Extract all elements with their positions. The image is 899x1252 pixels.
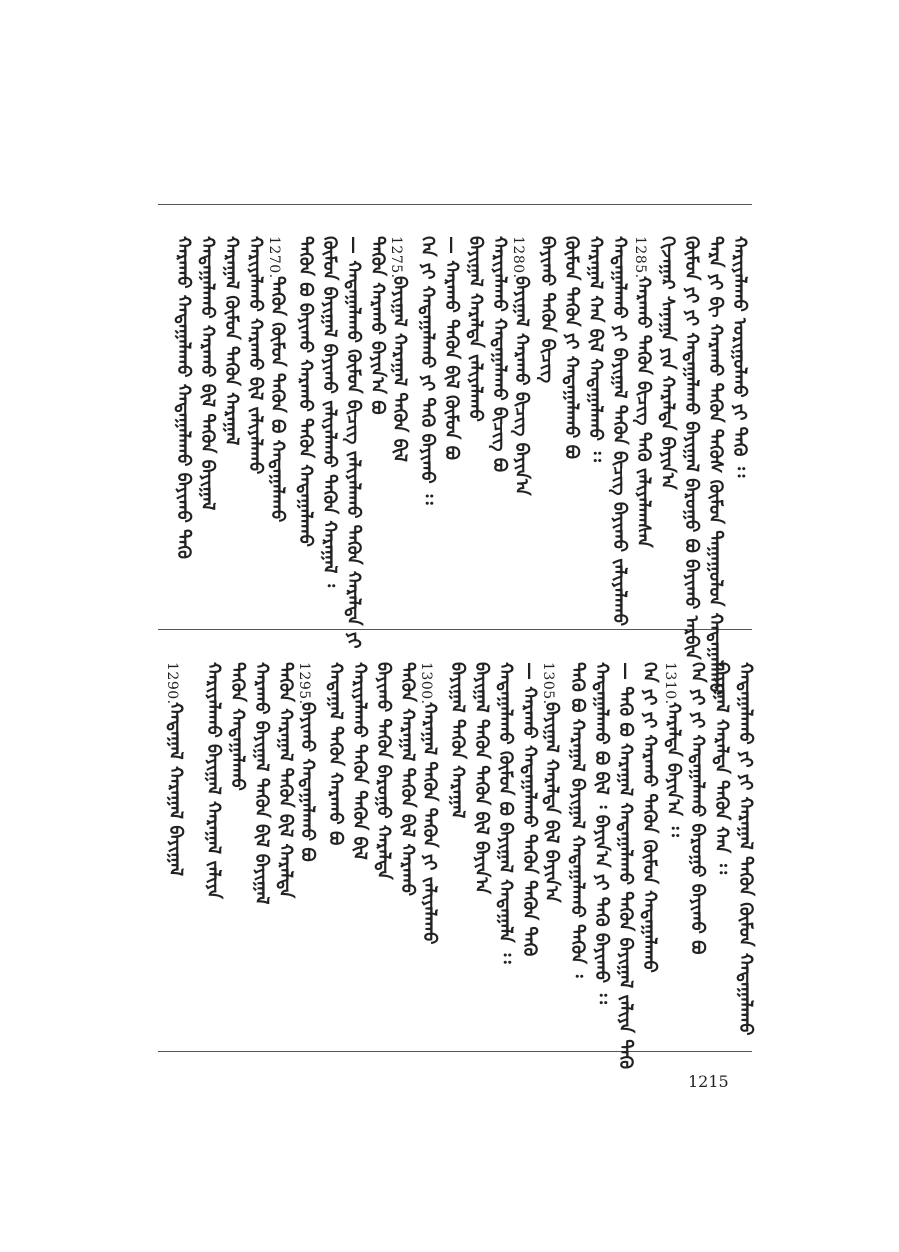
line-number-marker: 1295. [296,662,312,705]
line-number-marker: 1305. [540,662,556,705]
line-number-marker: 1300. [418,662,434,705]
line-number-marker: 1310. [662,662,678,705]
upper-text-block: 1285. 1280. 1275. 1270. ᠬᠠᠷᠢᠶᠠᠯᠠᠬᠤ ᠣᠷᠢᠭᠤᠯᠬᠤ ᠶᠢ ᠲᠡᠬᠦ ᠄᠄ ᠲᠡᠷᠡ ᠶᠢ ᠪᠢ ᠬᠠᠷᠠᠬᠤ ᠲᠡᠭᠦᠨ ᠲᠡᠭᠦᠰ ᠬᠦᠮᠦᠨ ᠳᠠᠭᠠᠭᠤᠯᠤᠨ ᠬᠠᠳᠠᠭᠠᠯᠠᠬᠤ ᠬᠦᠮᠦᠨ ᠶᠢ ᠶᠢ ᠬᠠᠳᠠᠭᠠᠯᠠᠬᠤ ᠪᠠᠶᠢᠭᠠᠯ ᠪᠠᠷᠤᠭᠤ ᠪᠣ ᠪᠠᠶᠢᠬᠤ ᠠᠷᠪᠢᠨ ᠬᠢᠵᠠᠭᠠᠷ ᠰᠠᠨᠠᠭᠠ ᠶᠢᠨ ᠬᠠᠷᠠᠯᠲᠠ ᠪᠠᠶᠢᠨ᠎ᠠ ᠬᠠᠷᠠᠬᠤ ᠲᠡᠭᠦᠨ ᠪᠢᠴᠢᠭ ᠲᠡᠬᠦ ᠵᠠᠯᠢᠶᠠᠯᠠᠭᠰᠠᠨ ᠬᠠᠳᠠᠭᠠᠯᠠᠬᠤ ᠶᠢ ᠪᠠᠶᠢᠭᠠᠯ ᠲᠡᠭᠦᠨ ᠪᠢᠴᠢᠭ ᠪᠠᠶᠢᠬᠤ ᠵᠠᠯᠢᠶᠠᠯᠠᠬᠤ ᠬᠠᠷᠠᠭᠠᠯ ᠬᠠᠨ ᠪᠢᠯ ᠬᠠᠳᠠᠭᠠᠯᠠᠬᠤ ᠄᠄ ᠬᠦᠮᠦᠨ ᠲᠡᠭᠦᠨ ᠶᠢ ᠬᠠᠳᠠᠭᠠᠯᠠᠬᠤ ᠪᠣ ᠪᠠᠶᠢᠬᠤ ᠲᠡᠭᠦᠨ ᠪᠢᠴᠢᠭ ᠪᠠᠶᠢᠭᠠᠯ ᠬᠠᠷᠠᠬᠤ ᠪᠢᠴᠢᠭ ᠪᠠᠶᠢᠨ᠎ᠠ ᠬᠠᠷᠢᠶᠠᠯᠠᠬᠤ ᠬᠠᠳᠠᠭᠠᠯᠠᠬᠤ ᠪᠢᠴᠢᠭ ᠪᠣ ᠪᠠᠶᠢᠭᠠᠯ ᠬᠠᠷᠠᠯᠲᠠ ᠵᠠᠯᠢᠶᠠᠯᠠᠬᠤ — ᠬᠠᠷᠠᠬᠤ ᠲᠡᠭᠦᠨ ᠪᠢᠯ ᠬᠦᠮᠦᠨ ᠪᠣ ᠬᠡᠨ ᠶᠢ ᠬᠠᠳᠠᠭᠠᠯᠠᠬᠤ ᠶᠢ ᠲᠡᠬᠦ ᠪᠠᠶᠢᠬᠤ ᠄᠄ ᠪᠠᠶᠢᠭᠠᠯ ᠬᠠᠷᠠᠭᠠᠯ ᠲᠡᠭᠦᠨ ᠪᠢᠯ ᠲᠡᠭᠦᠨ ᠬᠠᠷᠠᠬᠤ ᠪᠠᠶᠢᠨ᠎ᠠ ᠪᠣ — ᠬᠠᠳᠠᠭᠠᠯᠠᠬᠤ ᠬᠦᠮᠦᠨ ᠪᠢᠴᠢᠭ ᠵᠠᠯᠢᠶᠠᠯᠠᠬᠤ ᠲᠡᠭᠦᠨ ᠬᠠᠷᠠᠯᠲᠠ ᠶᠢ ᠬᠦᠮᠦᠨ ᠪᠠᠶᠢᠭᠠᠯ ᠪᠠᠶᠢᠬᠤ ᠵᠠᠯᠢᠶᠠᠯᠠᠬᠤ ᠲᠡᠭᠦᠨ ᠬᠠᠷᠠᠭᠠᠯ ᠄ ᠲᠡᠭᠦᠨ ᠪᠣ ᠪᠠᠶᠢᠬᠤ ᠬᠠᠷᠠᠬᠤ ᠲᠡᠭᠦᠨ ᠬᠠᠳᠠᠭᠠᠯᠠᠬᠤ ᠲᠡᠭᠦᠨ ᠬᠦᠮᠦᠨ ᠲᠡᠭᠦᠨ ᠪᠣ ᠬᠠᠳᠠᠭᠠᠯᠠᠬᠤ ᠬᠠᠷᠢᠶᠠᠯᠠᠬᠤ ᠬᠠᠷᠠᠬᠤ ᠪᠢᠯ ᠵᠠᠯᠢᠶᠠᠯᠠᠬᠤ ᠬᠠᠷᠠᠭᠠᠯ ᠬᠦᠮᠦᠨ ᠲᠡᠭᠦᠨ ᠬᠠᠷᠠᠭᠠᠯ ᠬᠠᠳᠠᠭᠠᠯᠠᠬᠤ ᠬᠠᠷᠠᠬᠤ ᠪᠢᠯ ᠲᠡᠭᠦᠨ ᠪᠠᠶᠢᠭᠠᠯ ᠬᠠᠷᠠᠬᠤ ᠬᠠᠳᠠᠭᠠᠯᠠᠬᠤ ᠬᠠᠳᠠᠭᠠᠯᠠᠬᠤ ᠪᠠᠶᠢᠬᠤ ᠲᠡᠬᠦ [173,236,750,696]
page-number: 1215 [688,1072,729,1091]
line-number-marker: 1290. [164,662,180,705]
middle-rule [158,629,752,630]
line-number-marker: 1280. [510,236,526,279]
bottom-rule [158,1051,752,1052]
line-number-marker: 1285. [632,236,648,279]
top-rule [158,204,752,205]
line-number-marker: 1275. [388,236,404,279]
line-number-marker: 1270. [266,236,282,279]
lower-text-block: 1310. 1305. 1300. 1295. 1290. ᠬᠠᠳᠠᠭᠠᠯᠠᠬᠤ ᠶᠢ ᠶᠢ ᠬᠠᠷᠠᠭᠠᠯ ᠲᠡᠭᠦᠨ ᠬᠦᠮᠦᠨ ᠬᠠᠳᠠᠭᠠᠯᠠᠬᠤ ᠪᠠᠶᠢᠭᠠᠯ ᠬᠠᠷᠠᠯᠲᠠ ᠲᠡᠭᠦᠨ ᠬᠠᠨ ᠄᠄ ᠬᠡᠨ ᠶᠢ ᠶᠢ ᠬᠠᠳᠠᠭᠠᠯᠠᠬᠤ ᠪᠠᠷᠤᠭᠤ ᠪᠠᠶᠢᠬᠤ ᠪᠣ ᠬᠠᠷᠠᠯᠲᠠ ᠪᠠᠶᠢᠨ᠎ᠠ ᠄᠄ ᠬᠡᠨ ᠶᠢ ᠶᠢ ᠬᠠᠷᠠᠬᠤ ᠲᠡᠭᠦᠨ ᠬᠦᠮᠦᠨ ᠬᠠᠳᠠᠭᠠᠯᠠᠬᠤ — ᠲᠡᠬᠦ ᠪᠣ ᠬᠠᠷᠠᠭᠠᠯ ᠬᠠᠳᠠᠭᠠᠯᠠᠬᠤ ᠲᠡᠭᠦᠨ ᠪᠠᠶᠢᠭᠠᠯ ᠵᠠᠯᠢᠶᠠ ᠲᠡᠬᠦ ᠬᠠᠳᠠᠭᠠᠯᠠᠬᠤ ᠪᠣ ᠪᠢᠯ ᠄ ᠪᠠᠶᠢᠨ᠎ᠠ ᠶᠢ ᠲᠡᠬᠦ ᠪᠠᠶᠢᠬᠤ ᠄᠄ ᠲᠡᠬᠦ ᠪᠣ ᠬᠠᠷᠠᠭᠠᠯ ᠪᠠᠶᠢᠭᠠᠯ ᠬᠠᠳᠠᠭᠠᠯᠠᠬᠤ ᠲᠡᠭᠦᠨ ᠄ ᠪᠠᠶᠢᠭᠠᠯ ᠬᠠᠷᠠᠯᠲᠠ ᠪᠢᠯ ᠪᠠᠶᠢᠨ᠎ᠠ — ᠬᠠᠷᠠᠬᠤ ᠬᠠᠳᠠᠭᠠᠯᠠᠬᠤ ᠲᠡᠭᠦᠨ ᠲᠡᠭᠦᠨ ᠲᠡᠬᠦ ᠬᠠᠳᠠᠭᠠᠯᠠᠬᠤ ᠬᠦᠮᠦᠨ ᠪᠣ ᠪᠠᠶᠢᠭᠠᠯ ᠬᠠᠳᠠᠭᠠᠯᠠ ᠄᠄ ᠪᠠᠶᠢᠭᠠᠯ ᠲᠡᠭᠦᠨ ᠲᠡᠭᠦᠨ ᠪᠢᠯ ᠪᠠᠶᠢᠨ᠎ᠠ ᠪᠠᠶᠢᠭᠠᠯ ᠲᠡᠭᠦᠨ ᠬᠠᠷᠠᠭᠠᠯ ᠬᠠᠷᠠᠭᠠᠯ ᠲᠡᠭᠦᠨ ᠲᠡᠭᠦᠨ ᠶᠢ ᠵᠠᠯᠢᠶᠠᠯᠠᠬᠤ ᠲᠡᠭᠦᠨ ᠬᠠᠷᠠᠭᠠᠯ ᠲᠡᠭᠦᠨ ᠪᠢᠯ ᠬᠠᠷᠠᠬᠤ ᠪᠠᠶᠢᠬᠤ ᠲᠡᠭᠦᠨ ᠪᠠᠷᠤᠭᠤ ᠬᠠᠷᠠᠯᠲᠠ ᠬᠠᠷᠢᠶᠠᠯᠠᠬᠤ ᠲᠡᠭᠦᠨ ᠲᠡᠭᠦᠨ ᠪᠢᠯ ᠬᠠᠳᠠᠭᠠᠯ ᠲᠡᠭᠦᠨ ᠬᠠᠷᠠᠬᠤ ᠪᠣ ᠪᠠᠶᠢᠬᠤ ᠬᠠᠳᠠᠭᠠᠯᠠᠬᠤ ᠪᠣ ᠲᠡᠭᠦᠨ ᠬᠠᠷᠠᠭᠠᠯ ᠲᠡᠭᠦᠨ ᠪᠢᠯ ᠬᠠᠷᠠᠯᠲᠠ ᠬᠠᠷᠠᠬᠤ ᠪᠠᠶᠢᠭᠠᠯ ᠲᠡᠭᠦᠨ ᠪᠢᠯ ᠪᠠᠶᠢᠭᠠᠯ ᠲᠡᠭᠦᠨ ᠬᠠᠳᠠᠭᠠᠯᠠᠬᠤ ᠬᠠᠷᠢᠶᠠᠯᠠᠬᠤ ᠪᠠᠶᠢᠭᠠᠯ ᠬᠠᠷᠠᠭᠠᠯ ᠵᠠᠯᠢᠶᠠ ᠬᠠᠳᠠᠭᠠᠯ ᠬᠠᠷᠠᠭᠠᠯ ᠪᠠᠶᠢᠭᠠᠯ [164,662,756,1070]
